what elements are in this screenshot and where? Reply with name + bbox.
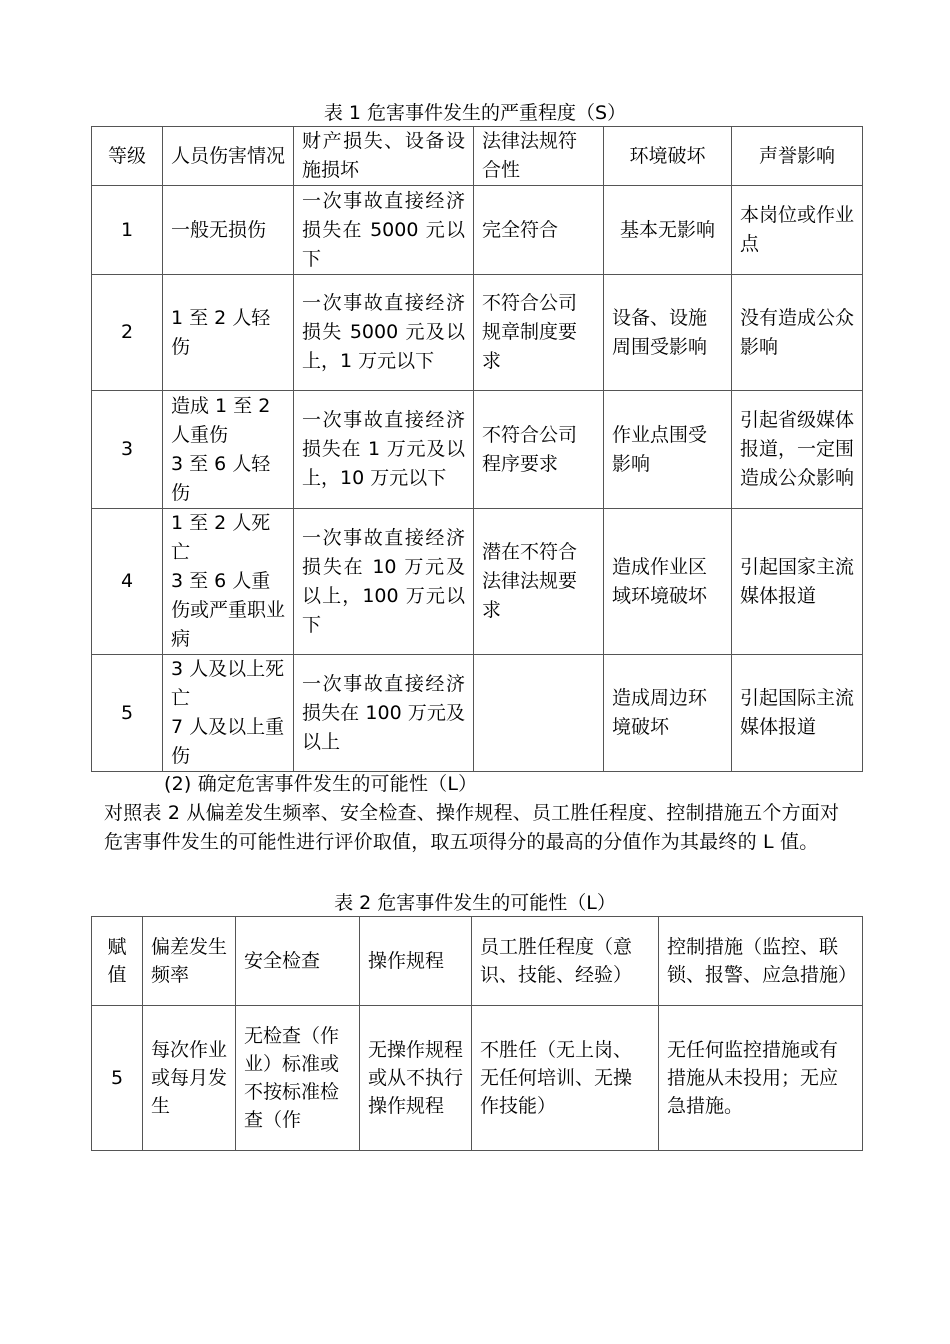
severity-table [91, 126, 863, 772]
cell-level: 1 [92, 186, 163, 275]
cell-personnel: 3 人及以上死亡 7 人及以上重伤 [163, 655, 294, 772]
cell-property: 一次事故直接经济损失在 10 万元及以上，100 万元以下 [294, 509, 474, 655]
cell-property: 一次事故直接经济损失在 100 万元及以上 [294, 655, 474, 772]
cell-personnel: 1 至 2 人轻伤 [163, 275, 294, 391]
header-personnel-injury: 人员伤害情况 [163, 127, 294, 186]
cell-score: 5 [92, 1006, 143, 1151]
cell-reputation: 引起国际主流媒体报道 [732, 655, 863, 772]
section-heading: (2) 确定危害事件发生的可能性（L） [164, 773, 478, 795]
header-employee-competence: 员工胜任程度（意识、技能、经验） [472, 917, 659, 1006]
header-deviation-frequency: 偏差发生频率 [143, 917, 236, 1006]
table2-caption: 表 2 危害事件发生的可能性（L） [334, 892, 616, 914]
cell-environment: 造成作业区域环境破坏 [604, 509, 732, 655]
cell-environment: 基本无影响 [604, 186, 732, 275]
header-control-measures: 控制措施（监控、联锁、报警、应急措施） [659, 917, 863, 1006]
cell-legal: 不符合公司程序要求 [474, 391, 604, 509]
cell-reputation: 引起国家主流媒体报道 [732, 509, 863, 655]
cell-legal: 完全符合 [474, 186, 604, 275]
header-reputation: 声誉影响 [732, 127, 863, 186]
header-level: 等级 [92, 127, 163, 186]
body-paragraph: 对照表 2 从偏差发生频率、安全检查、操作规程、员工胜任程度、控制措施五个方面对危害事件发生的可能性进行评价取值，取五项得分的最高的分值作为其最终的 L 值。 [104, 802, 840, 853]
table-header-row [92, 127, 863, 186]
cell-procedure: 无操作规程或从不执行操作规程 [360, 1006, 472, 1151]
cell-personnel: 一般无损伤 [163, 186, 294, 275]
header-safety-inspection: 安全检查 [236, 917, 360, 1006]
table1-caption: 表 1 危害事件发生的严重程度（S） [323, 102, 627, 124]
table-row [92, 275, 863, 391]
header-legal-compliance: 法律法规符合性 [474, 127, 604, 186]
cell-property: 一次事故直接经济损失在 1 万元及以上，10 万元以下 [294, 391, 474, 509]
table-row [92, 509, 863, 655]
cell-control: 无任何监控措施或有措施从未投用；无应急措施。 [659, 1006, 863, 1151]
table-row [92, 391, 863, 509]
cell-level: 4 [92, 509, 163, 655]
header-score: 赋值 [92, 917, 143, 1006]
cell-legal: 潜在不符合法律法规要求 [474, 509, 604, 655]
cell-level: 5 [92, 655, 163, 772]
cell-legal [474, 655, 604, 772]
cell-personnel: 造成 1 至 2 人重伤 3 至 6 人轻伤 [163, 391, 294, 509]
header-operating-procedure: 操作规程 [360, 917, 472, 1006]
cell-reputation: 引起省级媒体报道，一定围造成公众影响 [732, 391, 863, 509]
cell-inspection-text: 无检查（作业）标准或不按标准检查（作 [244, 1025, 340, 1131]
table-row [92, 655, 863, 772]
cell-legal: 不符合公司规章制度要求 [474, 275, 604, 391]
cell-level: 2 [92, 275, 163, 391]
cell-reputation: 没有造成公众影响 [732, 275, 863, 391]
header-property-loss: 财产损失、设备设施损坏 [294, 127, 474, 186]
likelihood-table [91, 916, 863, 1151]
cell-inspection [236, 1006, 360, 1151]
cell-environment: 造成周边环境破坏 [604, 655, 732, 772]
cell-competence: 不胜任（无上岗、无任何培训、无操作技能） [472, 1006, 659, 1151]
table-header-row [92, 917, 863, 1006]
header-environment: 环境破坏 [604, 127, 732, 186]
cell-property: 一次事故直接经济损失在 5000 元以下 [294, 186, 474, 275]
table-row [92, 186, 863, 275]
table-row [92, 1006, 863, 1151]
cell-environment: 作业点围受影响 [604, 391, 732, 509]
cell-personnel: 1 至 2 人死亡 3 至 6 人重伤或严重职业病 [163, 509, 294, 655]
cell-reputation: 本岗位或作业点 [732, 186, 863, 275]
cell-level: 3 [92, 391, 163, 509]
cell-frequency: 每次作业或每月发生 [143, 1006, 236, 1151]
cell-environment: 设备、设施周围受影响 [604, 275, 732, 391]
cell-property: 一次事故直接经济损失 5000 元及以上，1 万元以下 [294, 275, 474, 391]
